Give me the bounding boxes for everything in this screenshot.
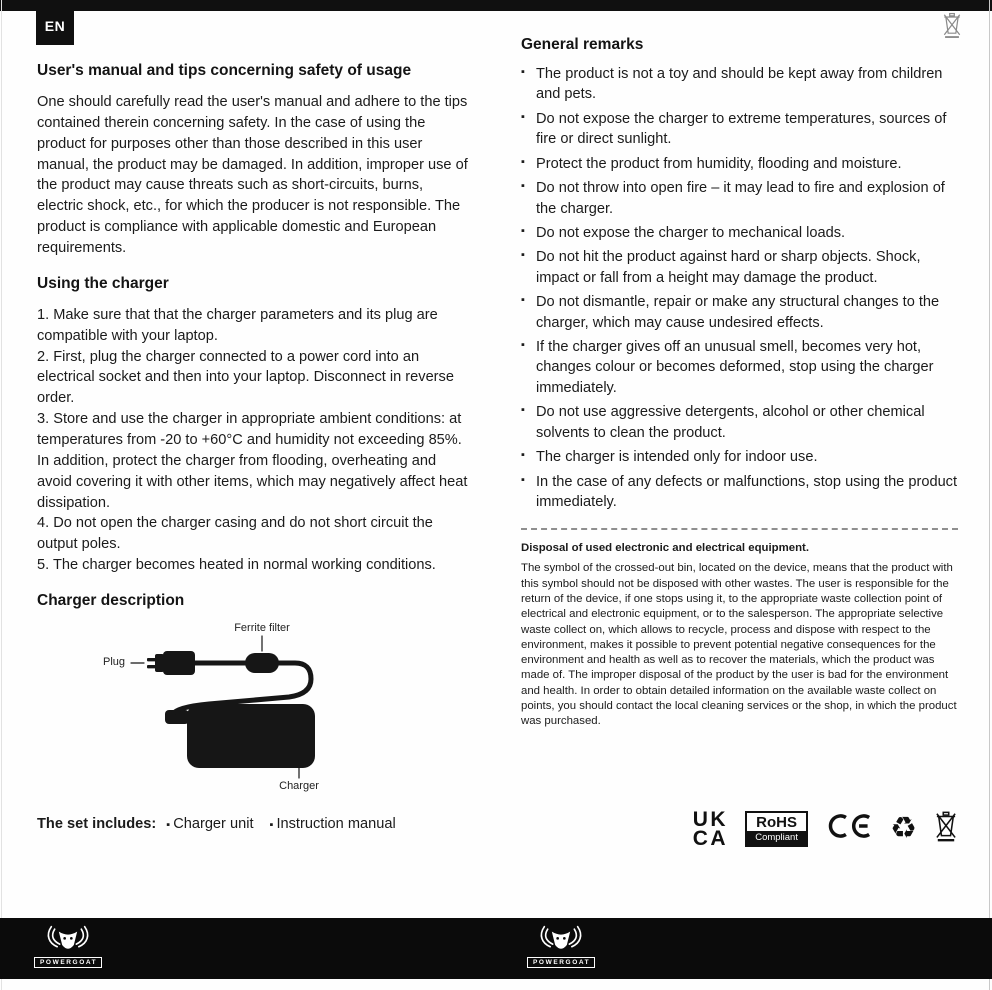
ce-mark-icon	[825, 814, 873, 843]
instruction-step: 3. Store and use the charger in appropriate ambient conditions: at temperatures from -20 to +60°C and humidity not exceeding 85%. In addition, protect the charger from flooding, overheating and avoid covering it with other items, which may negatively affect heat dissipation.	[37, 411, 468, 511]
remark-item: ▪ If the charger gives off an unusual smell, becomes very hot, changes colour or becomes deformed, stop using the charger immediately.	[521, 337, 958, 398]
crossed-bin-icon-graphic	[942, 12, 962, 39]
ukca-top: UK	[692, 807, 729, 831]
usage-heading: User's manual and tips concerning safety of usage	[37, 62, 412, 79]
left-column	[37, 62, 470, 832]
goat-head-icon	[41, 925, 95, 955]
ukca-bottom: CA	[692, 826, 729, 850]
instruction-step: 5. The charger becomes heated in normal working conditions.	[37, 557, 436, 574]
remark-item: ▪ The product is not a toy and should be kept away from children and pets.	[521, 64, 958, 105]
language-badge	[36, 7, 74, 45]
remark-item: ▪ The charger is intended only for indoor use.	[521, 447, 958, 467]
recycle-icon: ♻	[890, 810, 917, 846]
dashed-divider	[521, 528, 958, 530]
set-includes-label: The set includes:	[37, 816, 157, 833]
using-charger-heading: Using the charger	[37, 274, 169, 292]
instruction-step: 2. First, plug the charger connected to a power cord into an electrical socket and then into your laptop. Disconnect in reverse order.	[37, 348, 454, 407]
set-item: ▪ Charger unit	[166, 816, 253, 832]
disposal-paragraph: The symbol of the crossed-out bin, located on the device, means that the product with this symbol should not be disposed with other wastes. The user is responsible for the return of the device, if one stops using it, to the appropriate waste collection point of electrical and electronic equipment, or to the salesperson. The appropriate selective waste collect on, which allows to recycle, process and dispose with respect to the environment, makes it possible to prevent potential negative consequences for the environment and health as well as to recover the materials, which the product was made of. The improper disposal of the product by the user is bad for the environment and health. In order to obtain detailed information on the available waste collect on points, you should contact the local cleaning services or the shop, in which the product was purchased.	[521, 562, 957, 728]
charger-diagram	[81, 622, 381, 800]
remark-item: ▪ Do not expose the charger to mechanical loads.	[521, 223, 958, 243]
instruction-step: 1. Make sure that that the charger parameters and its plug are compatible with your laptop.	[37, 306, 438, 344]
scan-edge-left	[1, 0, 2, 990]
remark-item: ▪ Do not hit the product against hard or sharp objects. Shock, impact or fall from a height may damage the product.	[521, 247, 958, 288]
set-includes-items	[166, 816, 396, 832]
using-charger-steps	[37, 305, 470, 576]
weee-bin-icon	[934, 811, 958, 847]
remark-item: ▪ Do not use aggressive detergents, alcohol or other chemical solvents to clean the product.	[521, 402, 958, 443]
charger-label: Charger	[279, 780, 319, 793]
remark-item: ▪ Do not throw into open fire – it may lead to fire and explosion of the charger.	[521, 178, 958, 219]
compliance-marks-row	[521, 807, 958, 850]
set-item: ▪ Instruction manual	[270, 816, 396, 832]
rohs-mark	[745, 811, 808, 847]
top-black-bar	[0, 0, 992, 11]
charger-diagram-graphic	[81, 622, 381, 800]
disposal-heading: Disposal of used electronic and electrical equipment.	[521, 542, 810, 555]
remark-item: ▪ Protect the product from humidity, flooding and moisture.	[521, 154, 958, 174]
right-column	[521, 36, 958, 848]
remark-item: ▪ In the case of any defects or malfunctions, stop using the product immediately.	[521, 472, 958, 513]
ferrite-filter-label: Ferrite filter	[234, 622, 290, 635]
brand-name: POWERGOAT	[527, 957, 595, 968]
charger-description-heading: Charger description	[37, 592, 185, 610]
usage-paragraph: One should carefully read the user's manual and adhere to the tips contained therein concerning safety. In the case of using the product for purposes other than those described in this user manual, the product may be damaged. In addition, improper use of the product may cause threats such as short-circuits, burns, electric shock, etc., for which the producer is not responsible. The product is compliance with applicable domestic and European requirements.	[37, 94, 468, 257]
remark-item: ▪ Do not dismantle, repair or make any structural changes to the charger, which may cause undesired effects.	[521, 292, 958, 333]
set-includes-row	[37, 816, 470, 832]
scan-edge-right	[989, 0, 990, 990]
instruction-step: 4. Do not open the charger casing and do not short circuit the output poles.	[37, 515, 433, 553]
general-remarks-list	[521, 64, 958, 512]
plug-label: Plug	[103, 656, 126, 669]
general-remarks-heading: General remarks	[521, 36, 644, 53]
goat-head-icon	[534, 925, 588, 955]
rohs-label: RoHS	[756, 813, 798, 831]
brand-name: POWERGOAT	[34, 957, 102, 968]
footer-bar	[0, 918, 992, 979]
brand-logo	[527, 925, 595, 968]
language-badge-label: EN	[44, 18, 66, 34]
ukca-mark	[692, 807, 729, 850]
rohs-compliant-label: Compliant	[747, 831, 806, 845]
brand-logo	[34, 925, 102, 968]
remark-item: ▪ Do not expose the charger to extreme temperatures, sources of fire or direct sunlight.	[521, 109, 958, 150]
